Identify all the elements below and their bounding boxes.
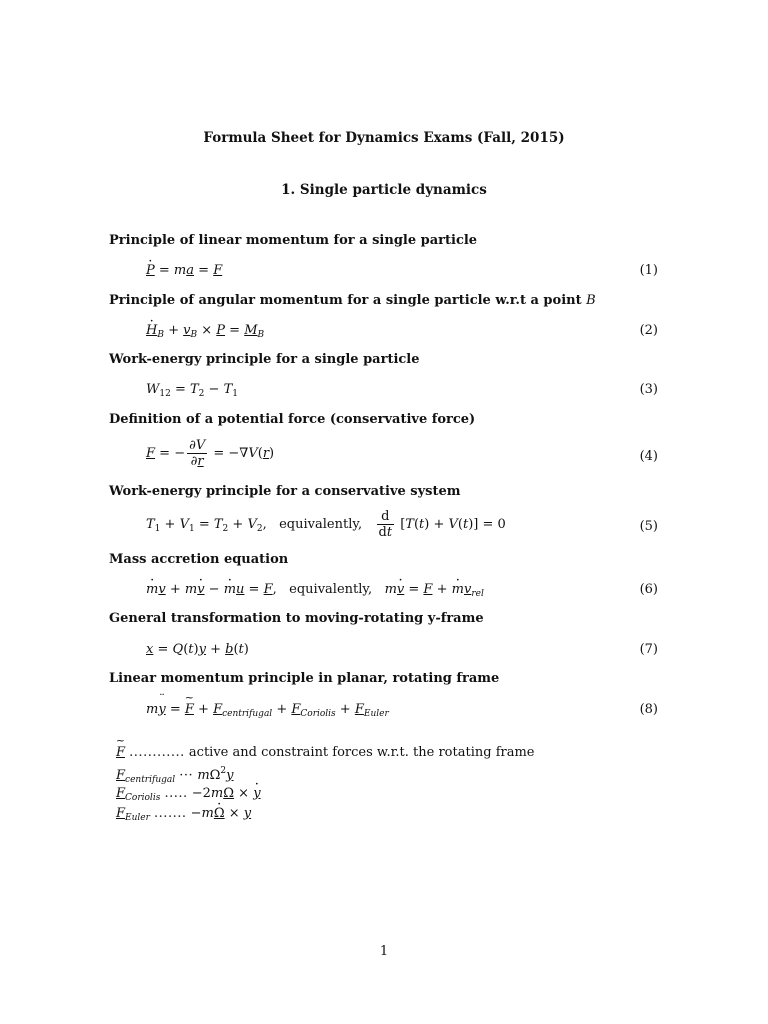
legend-dots-1: ............ [129, 745, 185, 760]
equation-number-6: (6) [639, 582, 658, 597]
heading-5: Work-energy principle for a conservative system [109, 484, 461, 499]
equation-7: x = Q(t)y + b(t) [146, 642, 249, 657]
heading-2-var: B [586, 293, 596, 308]
equation-6: · mv + m· v − · mu = F, equivalently, m· v = F + · $mv_{rel}$ [146, 582, 484, 599]
equation-number-7: (7) [639, 642, 658, 657]
heading-3: Work-energy principle for a single particle [109, 352, 420, 367]
heading-2-text: Principle of angular momentum for a single particle w.r.t a point [109, 293, 582, 308]
equation-6-text: equivalently, [289, 582, 373, 597]
legend-row-2: $F_{centrifugal}$ ··· $m\Omega^2y$ [116, 766, 234, 785]
legend-desc-1: active and constraint forces w.r.t. the rotating frame [188, 745, 535, 760]
legend-dots-2: ··· [179, 768, 194, 783]
heading-2 [109, 293, 596, 308]
page-number: 1 [379, 944, 389, 959]
legend-row-1: ~ F ............ active and constraint forces w.r.t. the rotating frame [116, 745, 535, 760]
equation-number-4: (4) [639, 449, 658, 464]
legend-row-4: $F_{Euler}$ ....... −m· Ω × y [116, 806, 251, 823]
legend-dots-4: ....... [154, 806, 187, 821]
page-title: Formula Sheet for Dynamics Exams (Fall, 2015) [203, 130, 565, 146]
equation-4: F = − $\frac{\partial V}{\partial r}$ = −∇V(r) [146, 438, 275, 469]
section-title: 1. Single particle dynamics [281, 182, 487, 198]
legend-row-3: $F_{Coriolis}$ ..... −2mΩ × · y [116, 786, 261, 803]
legend-dots-3: ..... [164, 786, 188, 801]
equation-5-text: equivalently, [279, 517, 363, 532]
equation-2: · $H_B + v_B \times P = M_B$ [146, 323, 264, 340]
equation-number-8: (8) [639, 702, 658, 717]
heading-7: General transformation to moving-rotating y-frame [109, 611, 484, 626]
heading-1: Principle of linear momentum for a single particle [109, 233, 478, 248]
equation-number-3: (3) [639, 382, 658, 397]
equation-number-2: (2) [639, 323, 658, 338]
heading-8: Linear momentum principle in planar, rotating frame [109, 671, 500, 686]
equation-number-5: (5) [639, 519, 658, 534]
equation-number-1: (1) [639, 263, 658, 278]
equation-8: m¨ y = ~ $F + F_{centrifugal} + F_{Coriolis} + F_{Euler}$ [146, 702, 389, 719]
heading-4: Definition of a potential force (conservative force) [109, 412, 476, 427]
equation-5: $T_1 + V_1 = T_2 + V_2$, equivalently, $\frac{d}{dt}$ [T(t) + V(t)] = 0 [146, 509, 506, 540]
equation-3: $W_{12} = T_2 - T_1$ [146, 382, 238, 399]
equation-1: · P = ma = F [146, 263, 222, 278]
heading-6: Mass accretion equation [109, 552, 289, 567]
